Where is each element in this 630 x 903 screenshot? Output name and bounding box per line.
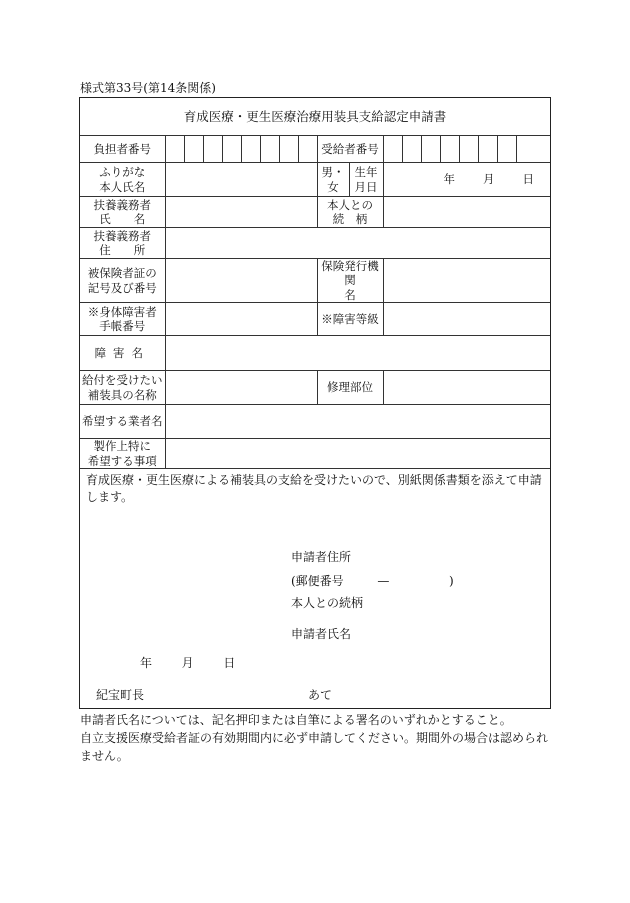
postal-dash: — <box>377 574 390 588</box>
sign-day-unit: 日 <box>223 656 236 670</box>
name-field[interactable] <box>165 163 317 197</box>
recipient-number-digit[interactable] <box>421 136 440 163</box>
burden-number-digit[interactable] <box>260 136 279 163</box>
burden-number-digit[interactable] <box>184 136 203 163</box>
disability-name-label: 障害名 <box>80 336 165 371</box>
insurer-label: 保険発行機関 名 <box>317 259 383 303</box>
recipient-number-digit[interactable] <box>516 136 550 163</box>
form-title: 育成医療・更生医療治療用装具支給認定申請書 <box>80 98 550 136</box>
application-statement: 育成医療・更生医療による補装具の支給を受けたいので、別紙関係書類を添えて申請します。 <box>86 473 542 505</box>
special-requests-label: 製作上特に 希望する事項 <box>80 439 165 469</box>
postal-close: ) <box>449 574 454 588</box>
applicant-name-label: 申請者氏名 <box>291 627 352 641</box>
furigana-name-label: ふりがな 本人氏名 <box>80 163 165 197</box>
burden-number-digit[interactable] <box>279 136 298 163</box>
recipient-number-digit[interactable] <box>383 136 402 163</box>
sign-date[interactable] <box>140 654 235 671</box>
application-statement-area <box>80 466 550 708</box>
recipient-number-digit[interactable] <box>440 136 459 163</box>
burden-number-digit[interactable] <box>165 136 184 163</box>
addressee: 紀宝町長 <box>96 688 145 702</box>
disability-handbook-label: ※身体障害者 手帳番号 <box>80 303 165 336</box>
insurance-card-label: 被保険者証の 記号及び番号 <box>80 259 165 303</box>
sex-choice[interactable]: 男・女 <box>317 163 349 197</box>
burden-number-digit[interactable] <box>222 136 241 163</box>
device-name-label: 給付を受けたい 補装具の名称 <box>80 371 165 405</box>
recipient-number-label: 受給者番号 <box>317 136 383 163</box>
postal-code-line[interactable] <box>291 572 454 589</box>
burden-number-digit[interactable] <box>203 136 222 163</box>
guardian-name-field[interactable] <box>165 197 317 228</box>
sign-year-unit: 年 <box>140 656 153 670</box>
sign-month-unit: 月 <box>181 656 194 670</box>
application-form <box>79 97 551 709</box>
birth-date-label: 生年 月日 <box>349 163 383 197</box>
burden-number-digit[interactable] <box>298 136 317 163</box>
burden-number-label: 負担者番号 <box>80 136 165 163</box>
form-table <box>80 98 550 469</box>
vendor-label: 希望する業者名 <box>80 405 165 439</box>
repair-part-label: 修理部位 <box>317 371 383 405</box>
addressee-suffix: あて <box>308 688 333 702</box>
guardian-address-field[interactable] <box>165 228 550 259</box>
recipient-number-digit[interactable] <box>478 136 497 163</box>
relationship-field[interactable] <box>383 197 550 228</box>
insurance-card-field[interactable] <box>165 259 317 303</box>
applicant-relationship-label: 本人との続柄 <box>291 596 364 610</box>
disability-grade-label: ※障害等級 <box>317 303 383 336</box>
recipient-number-digit[interactable] <box>402 136 421 163</box>
repair-part-field[interactable] <box>383 371 550 405</box>
birth-year-unit: 年 <box>443 172 455 187</box>
recipient-number-digit[interactable] <box>497 136 516 163</box>
relationship-label: 本人との 続 柄 <box>317 197 383 228</box>
device-name-field[interactable] <box>165 371 317 405</box>
disability-name-field[interactable] <box>165 336 550 371</box>
recipient-number-digit[interactable] <box>459 136 478 163</box>
postal-open: (郵便番号 <box>291 574 344 588</box>
applicant-address-label: 申請者住所 <box>291 550 352 564</box>
insurer-field[interactable] <box>383 259 550 303</box>
vendor-field[interactable] <box>165 405 550 439</box>
burden-number-digit[interactable] <box>241 136 260 163</box>
disability-handbook-field[interactable] <box>165 303 317 336</box>
guardian-name-label: 扶養義務者 氏 名 <box>80 197 165 228</box>
birth-month-unit: 月 <box>483 172 495 187</box>
note-validity: 自立支援医療受給者証の有効期間内に必ず申請してください。期間外の場合は認められません。 <box>80 731 549 763</box>
form-number-label: 様式第33号(第14条関係) <box>80 81 216 95</box>
special-requests-field[interactable] <box>165 439 550 469</box>
birth-date-field[interactable] <box>383 163 550 197</box>
birth-day-unit: 日 <box>522 172 534 187</box>
guardian-address-label: 扶養義務者 住 所 <box>80 228 165 259</box>
note-signature: 申請者氏名については、記名押印または自筆による署名のいずれかとすること。 <box>80 713 512 727</box>
disability-grade-field[interactable] <box>383 303 550 336</box>
